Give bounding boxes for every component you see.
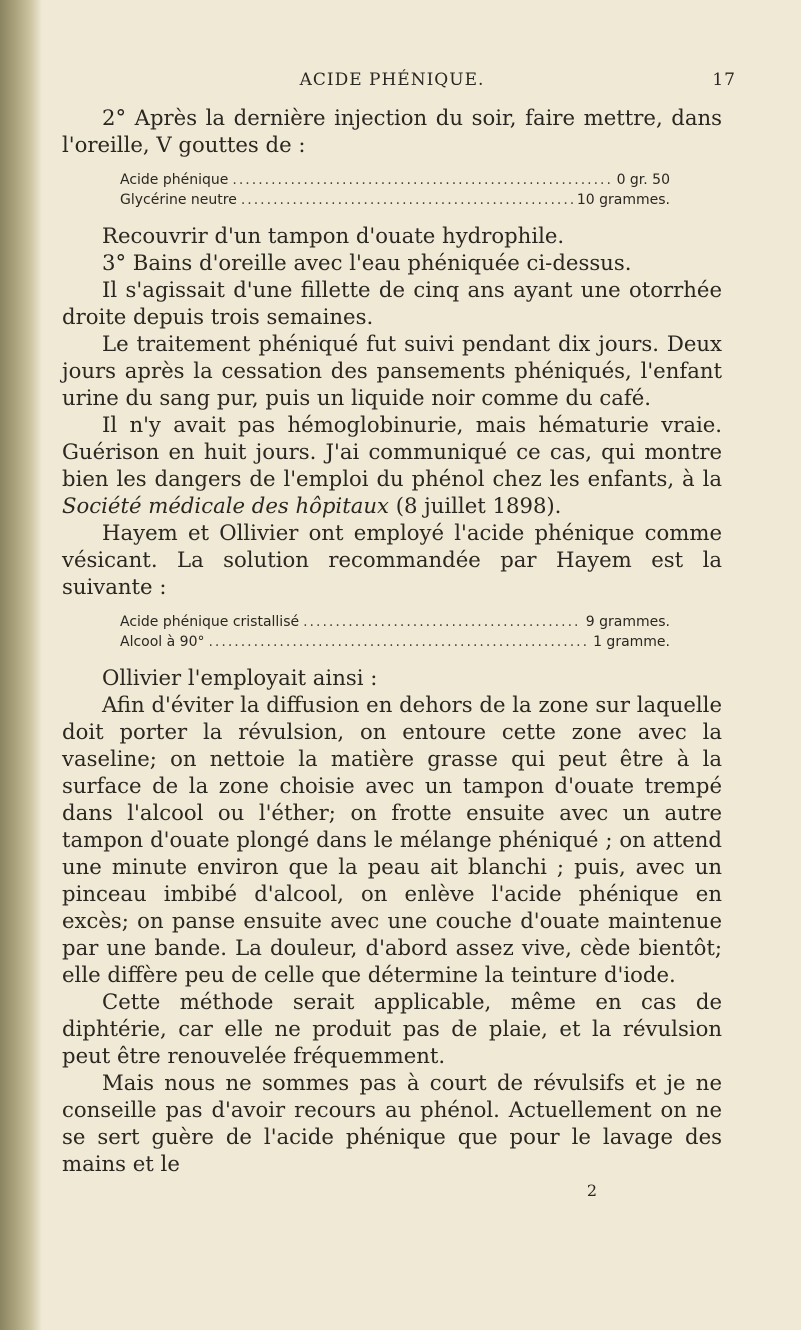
paragraph-11: Mais nous ne sommes pas à court de révulsifs et je ne conseille pas d'avoir recours au phénol. Actuellement on ne se sert guère de l'acide phénique que pour le lavage des mains et le [62,1070,722,1176]
recipe-table-2 [120,612,670,652]
paragraph-9: Afin d'éviter la diffusion en dehors de la zone sur laquelle doit porter la révulsion, on entoure cette zone avec la vaseline; on nettoie la matière grasse qui peut être à la surface de la zone choisie avec un tampon d'ouate trempé dans l'alcool ou l'éther; on frotte ensuite avec un autre tampon d'ouate plongé dans le mélange phéniqué ; on attend une minute environ que la peau ait blanchi ; puis, avec un pinceau imbibé d'alcool, on enlève l'acide phénique en excès; on panse ensuite avec une couche d'ouate maintenue par une bande. La douleur, d'abord assez vive, cède bientôt; elle diffère peu de celle que détermine la teinture d'iode. [62,692,722,987]
paragraph-3: 3° Bains d'oreille avec l'eau phéniquée ci-dessus. [102,250,632,275]
paragraph-1: 2° Après la dernière injection du soir, faire mettre, dans l'oreille, V gouttes de : [62,105,722,157]
running-header [62,70,736,104]
paragraph-8: Ollivier l'employait ainsi : [102,665,378,690]
dot-leader [241,190,573,210]
journal-title: Société médicale des hôpitaux [62,493,389,518]
paragraph-7: Hayem et Ollivier ont employé l'acide phénique comme vésicant. La solution recommandée par Hayem est la suivante : [62,520,722,599]
dot-leader [232,170,612,190]
recipe-row [120,612,670,632]
recipe-row [120,632,670,652]
recipe-table-1 [120,170,670,210]
page-gutter-shadow [0,0,42,1330]
ingredient-name: Glycérine neutre [120,192,237,208]
ingredient-name: Acide phénique cristallisé [120,614,300,630]
recipe-row [120,190,670,210]
dot-leader [208,632,589,652]
signature-mark: 2 [586,1181,598,1200]
ingredient-quantity: 1 gramme. [593,634,670,650]
dot-leader [303,612,582,632]
paragraph-6-text: Il n'y avait pas hémoglobinurie, mais hématurie vraie. Guérison en huit jours. J'ai communiqué ce cas, qui montre bien les dangers de l'emploi du phénol chez les enfants, à la [62,412,722,491]
paragraph-6-date: (8 juillet 1898). [388,493,562,518]
ingredient-name: Alcool à 90° [120,634,205,650]
paragraph-6 [62,411,722,519]
paragraph-10: Cette méthode serait applicable, même en cas de diphtérie, car elle ne produit pas de plaie, et la révulsion peut être renouvelée fréquemment. [62,989,722,1068]
ingredient-quantity: 0 gr. 50 [616,172,670,188]
running-title: ACIDE PHÉNIQUE. [299,70,485,90]
page-number: 17 [712,70,736,90]
paragraph-2: Recouvrir d'un tampon d'ouate hydrophile. [102,223,565,248]
ingredient-name: Acide phénique [120,172,229,188]
ingredient-quantity: 9 grammes. [585,614,670,630]
recipe-row [120,170,670,190]
paragraph-5: Le traitement phéniqué fut suivi pendant dix jours. Deux jours après la cessation des pansements phéniqués, l'enfant urine du sang pur, puis un liquide noir comme du café. [62,331,722,410]
paragraph-4: Il s'agissait d'une fillette de cinq ans ayant une otorrhée droite depuis trois semaines. [62,277,722,329]
ingredient-quantity: 10 grammes. [576,192,670,208]
document-page [62,70,736,1200]
